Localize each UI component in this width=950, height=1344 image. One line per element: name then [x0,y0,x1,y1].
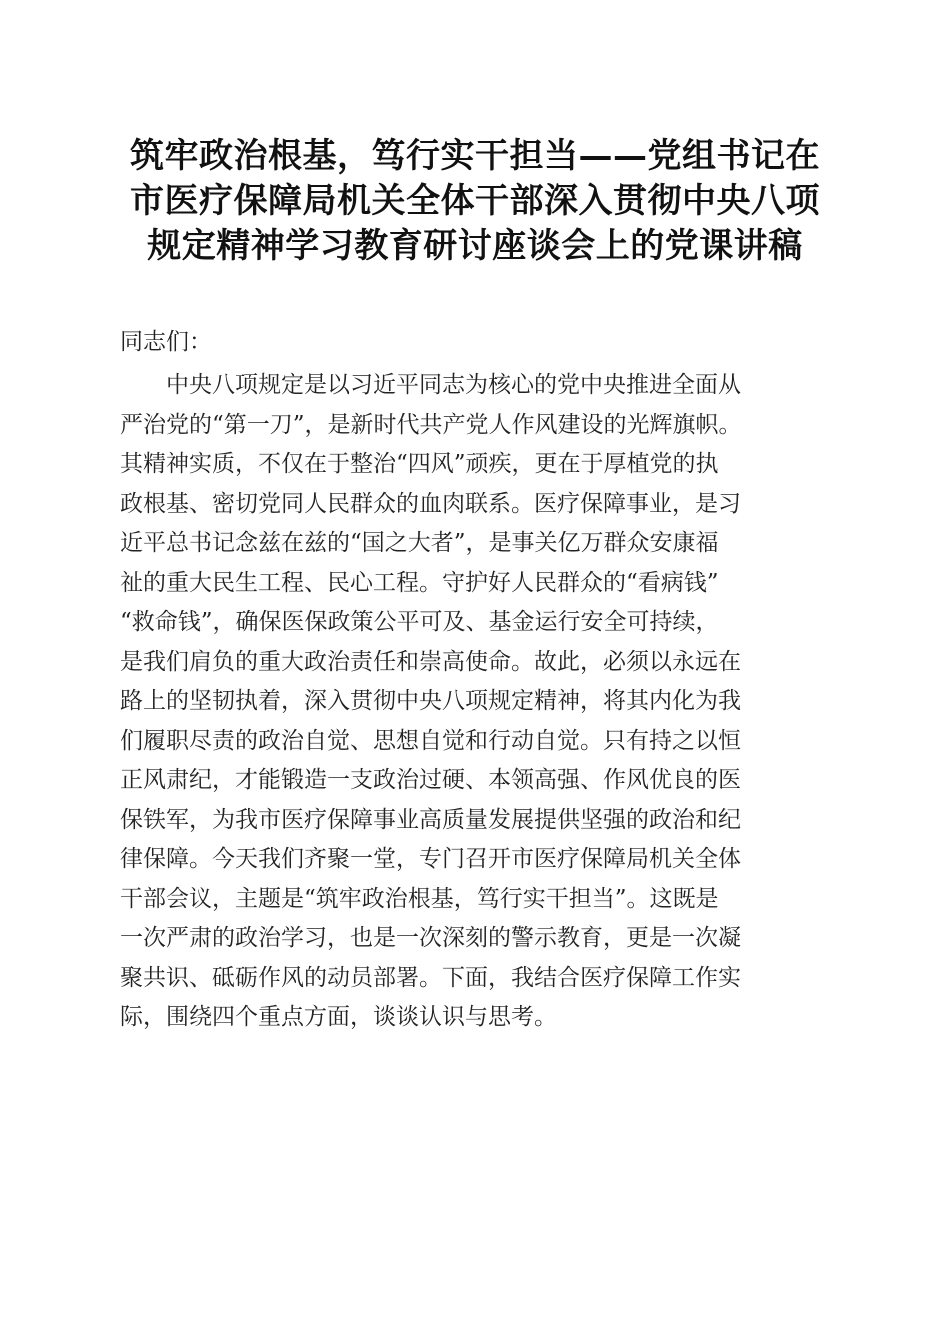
paragraph-line: 一次严肃的政治学习，也是一次深刻的警示教育，更是一次凝 [120,925,741,951]
paragraph-line: 路上的坚韧执着，深入贯彻中央八项规定精神，将其内化为我 [120,688,741,714]
title-line-3: 规定精神学习教育研讨座谈会上的党课讲稿 [147,226,803,266]
body-paragraph [120,366,840,1038]
title-line-2: 市医疗保障局机关全体干部深入贯彻中央八项 [130,181,820,221]
paragraph-line: “救命钱”，确保医保政策公平可及、基金运行安全可持续， [120,609,719,635]
paragraph-line: 是我们肩负的重大政治责任和崇高使命。故此，必须以永远在 [120,648,741,675]
salutation: 同志们： [120,329,212,355]
paragraph-line: 际，围绕四个重点方面，谈谈认识与思考。 [120,1004,557,1030]
paragraph-line: 们履职尽责的政治自觉、思想自觉和行动自觉。只有持之以恒 [120,727,741,754]
title-line-1: 筑牢政治根基，笃行实干担当——党组书记在 [130,136,820,176]
document-title [108,134,842,269]
paragraph-line: 中央八项规定是以习近平同志为核心的党中央推进全面从 [166,372,741,398]
paragraph-line: 保铁军，为我市医疗保障事业高质量发展提供坚强的政治和纪 [120,806,741,833]
paragraph-line: 政根基、密切党同人民群众的血肉联系。医疗保障事业，是习 [120,490,741,517]
paragraph-line: 正风肃纪，才能锻造一支政治过硬、本领高强、作风优良的医 [120,767,741,793]
paragraph-line: 近平总书记念兹在兹的“国之大者”，是事关亿万群众安康福 [120,530,719,556]
paragraph-line: 其精神实质，不仅在于整治“四风”顽疾，更在于厚植党的执 [120,451,719,477]
paragraph-line: 严治党的“第一刀”，是新时代共产党人作风建设的光辉旗帜。 [120,411,742,438]
paragraph-line: 祉的重大民生工程、民心工程。守护好人民群众的“看病钱” [120,569,719,596]
paragraph-line: 聚共识、砥砺作风的动员部署。下面，我结合医疗保障工作实 [120,964,741,991]
paragraph-line: 干部会议，主题是“筑牢政治根基，笃行实干担当”。这既是 [120,885,719,912]
paragraph-line: 律保障。今天我们齐聚一堂，专门召开市医疗保障局机关全体 [120,846,741,872]
